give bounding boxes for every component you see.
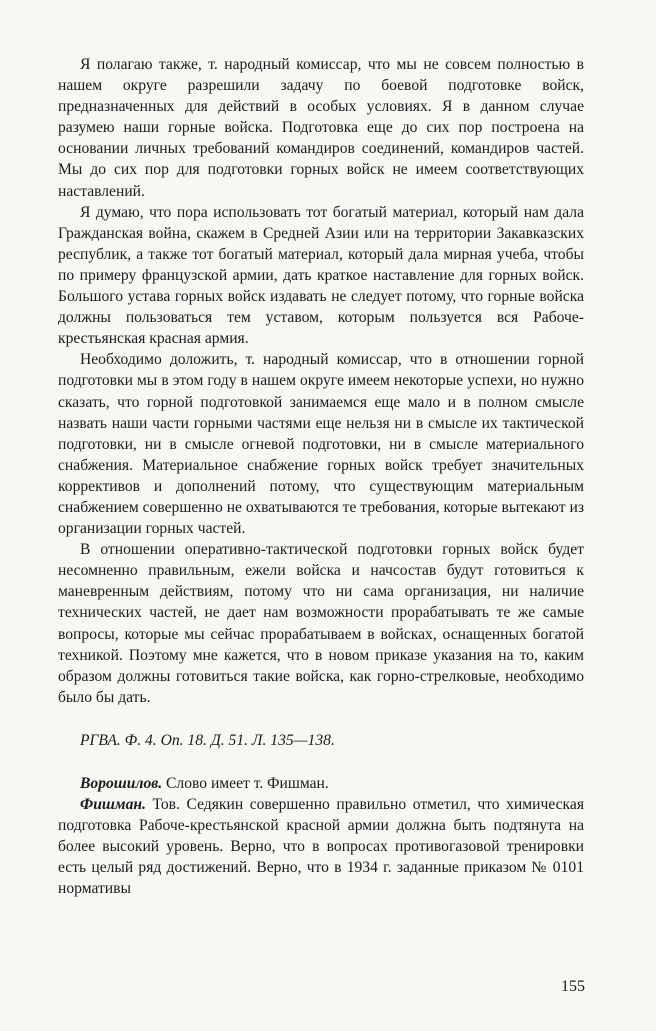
speaker-name: Фишман. — [80, 796, 146, 814]
speech-fishman — [58, 794, 584, 899]
paragraph-3: Необходимо доложить, т. народный комиссар, что в отношении горной подготовки мы в этом году в нашем округе имеем некоторые успехи, но нужно сказать, что горной подготовкой занимаемся еще мало и в полном смысле назвать наши части горными частями еще нельзя ни в смысле их тактической подготовки, ни в смысле огневой подготовки, ни в смысле материального снабжения. Материальное снабжение горных войск требует значительных коррективов и дополнений потому, что существующим материальным снабжением совершенно не охватываются те требования, которые вытекают из организации горных частей. — [58, 351, 584, 538]
speech-voroshilov — [58, 773, 584, 794]
section-gap — [58, 751, 584, 773]
paragraph-2: Я думаю, что пора использовать тот богатый материал, который нам дала Гражданская война, скажем в Средней Азии или на территории Закавказских республик, а также тот богатый материал, который дала мирная учеба, чтобы по примеру французской армии, дать краткое наставление для горных войск. Большого устава горных войск издавать не следует потому, что горные войска должны пользоваться тем уставом, которым пользуется вся Рабоче-крестьянская красная армия. — [58, 203, 584, 348]
speech-text: Тов. Седякин совершенно правильно отметил, что химическая подготовка Рабоче-крестьянской красной армии должна быть подтянута на более высокий уровень. Верно, что в вопросах противогазовой тренировки есть целый ряд достижений. Верно, что в 1934 г. заданные приказом № 0101 нормативы — [58, 796, 584, 898]
archive-source-reference: РГВА. Ф. 4. Оп. 18. Д. 51. Л. 135—138. — [80, 731, 335, 749]
page-body — [58, 54, 584, 900]
speaker-name: Ворошилов. — [80, 775, 163, 792]
speech-text: Слово имеет т. Фишман. — [162, 775, 329, 792]
page-number: 155 — [561, 978, 585, 995]
paragraph-1: Я полагаю также, т. народный комиссар, что мы не совсем полностью в нашем округе разрешили задачу по боевой подготовке войск, предназначенных для действий в особых условиях. Я в данном случае разумею наши горные войска. Подготовка еще до сих пор построена на основании личных требований командиров соединений, командиров частей. Мы до сих пор для подготовки горных войск не имеем соответствующих наставлений. — [58, 56, 584, 200]
paragraph-4: В отношении оперативно-тактической подготовки горных войск будет несомненно правильным, ежели войска и начсостав будут готовиться к маневренным действиям, потому что ни сама организация, ни наличие технических частей, не дает нам возможности прорабатывать те же самые вопросы, которые мы сейчас прорабатываем в войсках, оснащенных богатой техникой. Поэтому мне кажется, что в новом приказе указания на то, каким образом должны готовиться такие войска, как горно-стрелковые, необходимо было бы дать. — [58, 541, 584, 706]
